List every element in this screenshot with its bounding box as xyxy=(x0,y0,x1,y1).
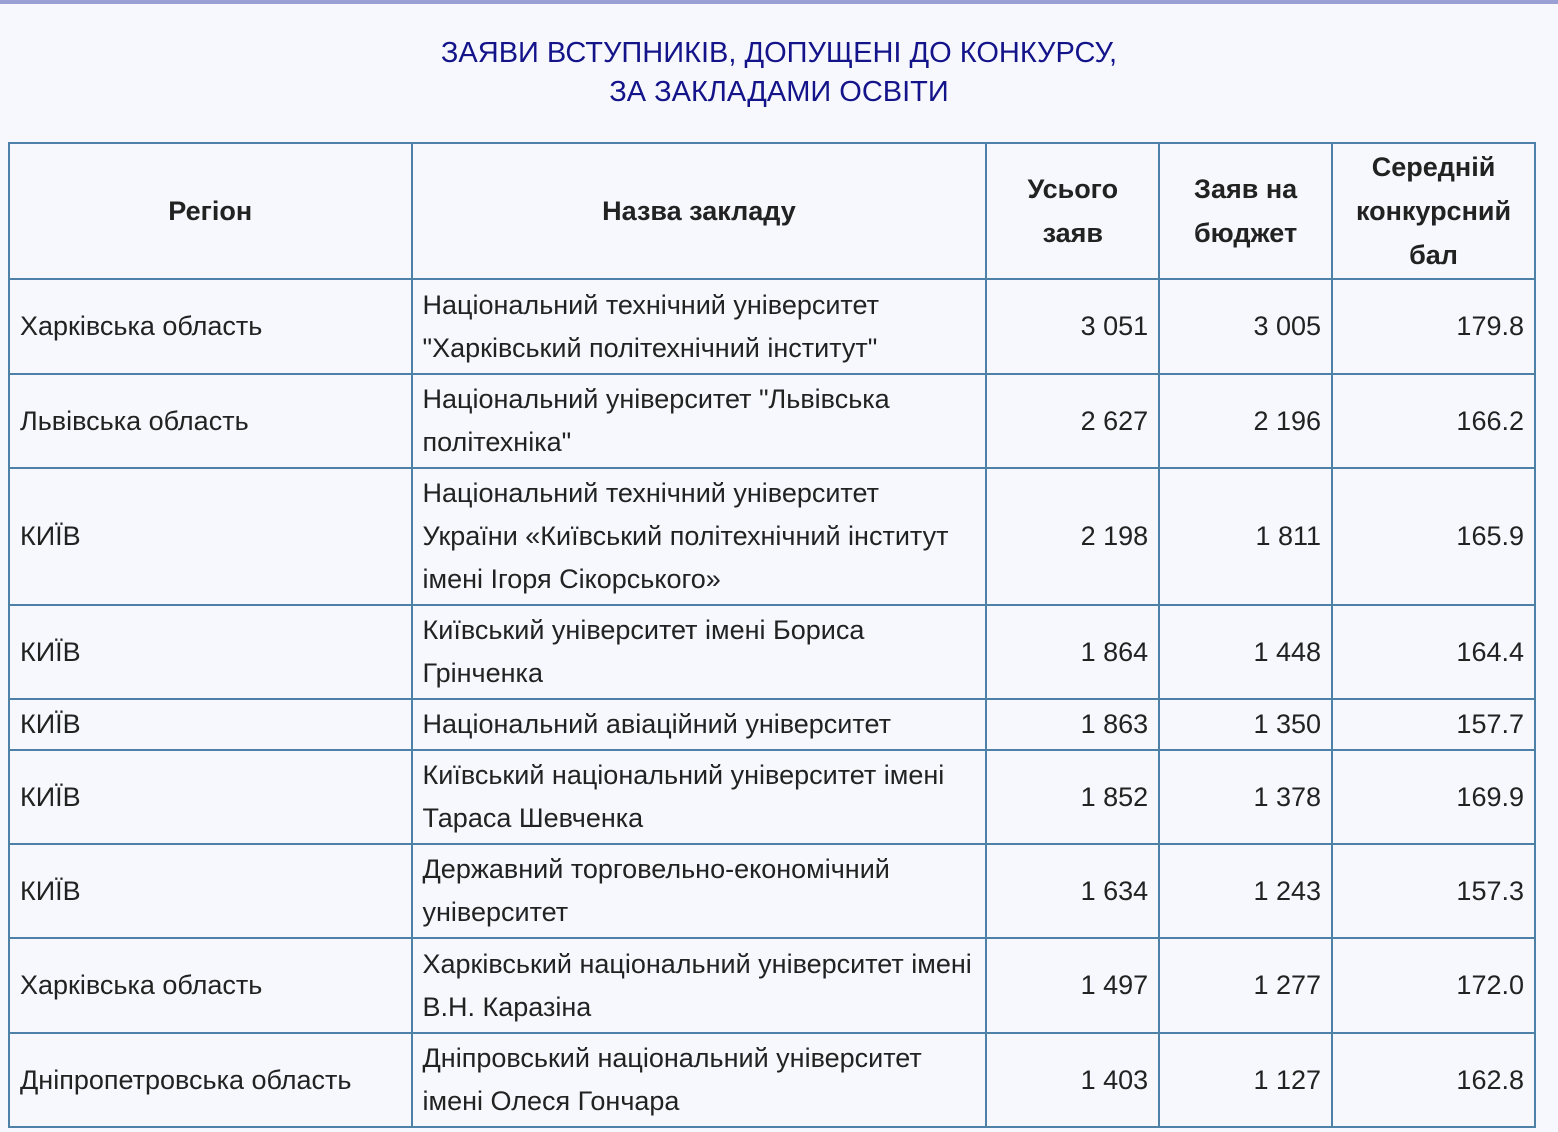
cell-total: 1 634 xyxy=(986,844,1159,938)
cell-institution: Харківський національний університет імені В.Н. Каразіна xyxy=(412,938,987,1033)
cell-institution: Національний технічний університет України «Київський політехнічний інститут імені Ігоря Сікорського» xyxy=(412,468,987,605)
top-border xyxy=(0,0,1558,4)
cell-region: КИЇВ xyxy=(9,605,412,699)
cell-region: Харківська область xyxy=(9,279,412,374)
cell-institution: Державний торговельно-економічний університет xyxy=(412,844,987,938)
cell-score: 179.8 xyxy=(1332,279,1535,374)
cell-budget: 3 005 xyxy=(1159,279,1332,374)
table-row xyxy=(9,279,1535,374)
cell-institution: Національний авіаційний університет xyxy=(412,699,987,750)
cell-score: 162.8 xyxy=(1332,1033,1535,1127)
table-row xyxy=(9,1033,1535,1127)
table-row xyxy=(9,844,1535,938)
cell-institution: Національний технічний університет "Харківський політехнічний інститут" xyxy=(412,279,987,374)
header-score: Середній конкурсний бал xyxy=(1332,143,1535,279)
cell-score: 166.2 xyxy=(1332,374,1535,468)
cell-budget: 1 811 xyxy=(1159,468,1332,605)
table-row xyxy=(9,605,1535,699)
table-row xyxy=(9,374,1535,468)
table-row xyxy=(9,468,1535,605)
title-line-1: ЗАЯВИ ВСТУПНИКІВ, ДОПУЩЕНІ ДО КОНКУРСУ, xyxy=(440,37,1118,69)
cell-total: 1 497 xyxy=(986,938,1159,1033)
applications-table xyxy=(8,142,1536,1128)
header-institution: Назва закладу xyxy=(412,143,987,279)
cell-total: 1 864 xyxy=(986,605,1159,699)
cell-budget: 2 196 xyxy=(1159,374,1332,468)
cell-region: Дніпропетровська область xyxy=(9,1033,412,1127)
cell-budget: 1 127 xyxy=(1159,1033,1332,1127)
cell-total: 3 051 xyxy=(986,279,1159,374)
cell-score: 164.4 xyxy=(1332,605,1535,699)
table-header-row xyxy=(9,143,1535,279)
cell-budget: 1 448 xyxy=(1159,605,1332,699)
table-row xyxy=(9,750,1535,844)
cell-region: КИЇВ xyxy=(9,468,412,605)
cell-region: Харківська область xyxy=(9,938,412,1033)
cell-total: 1 863 xyxy=(986,699,1159,750)
cell-region: КИЇВ xyxy=(9,750,412,844)
header-region: Регіон xyxy=(9,143,412,279)
cell-score: 157.7 xyxy=(1332,699,1535,750)
cell-institution: Київський національний університет імені Тараса Шевченка xyxy=(412,750,987,844)
cell-institution: Київський університет імені Бориса Грінченка xyxy=(412,605,987,699)
title-line-2: ЗА ЗАКЛАДАМИ ОСВІТИ xyxy=(609,76,949,108)
cell-total: 1 403 xyxy=(986,1033,1159,1127)
cell-region: КИЇВ xyxy=(9,844,412,938)
cell-institution: Дніпровський національний університет імені Олеся Гончара xyxy=(412,1033,987,1127)
cell-region: Львівська область xyxy=(9,374,412,468)
cell-total: 2 627 xyxy=(986,374,1159,468)
cell-budget: 1 277 xyxy=(1159,938,1332,1033)
cell-budget: 1 350 xyxy=(1159,699,1332,750)
cell-budget: 1 243 xyxy=(1159,844,1332,938)
cell-score: 172.0 xyxy=(1332,938,1535,1033)
cell-total: 2 198 xyxy=(986,468,1159,605)
header-total: Усього заяв xyxy=(986,143,1159,279)
table-row xyxy=(9,938,1535,1033)
table-row xyxy=(9,699,1535,750)
page-title xyxy=(0,34,1558,112)
cell-total: 1 852 xyxy=(986,750,1159,844)
cell-score: 169.9 xyxy=(1332,750,1535,844)
header-budget: Заяв на бюджет xyxy=(1159,143,1332,279)
cell-score: 157.3 xyxy=(1332,844,1535,938)
cell-budget: 1 378 xyxy=(1159,750,1332,844)
cell-score: 165.9 xyxy=(1332,468,1535,605)
cell-region: КИЇВ xyxy=(9,699,412,750)
cell-institution: Національний університет "Львівська політехніка" xyxy=(412,374,987,468)
